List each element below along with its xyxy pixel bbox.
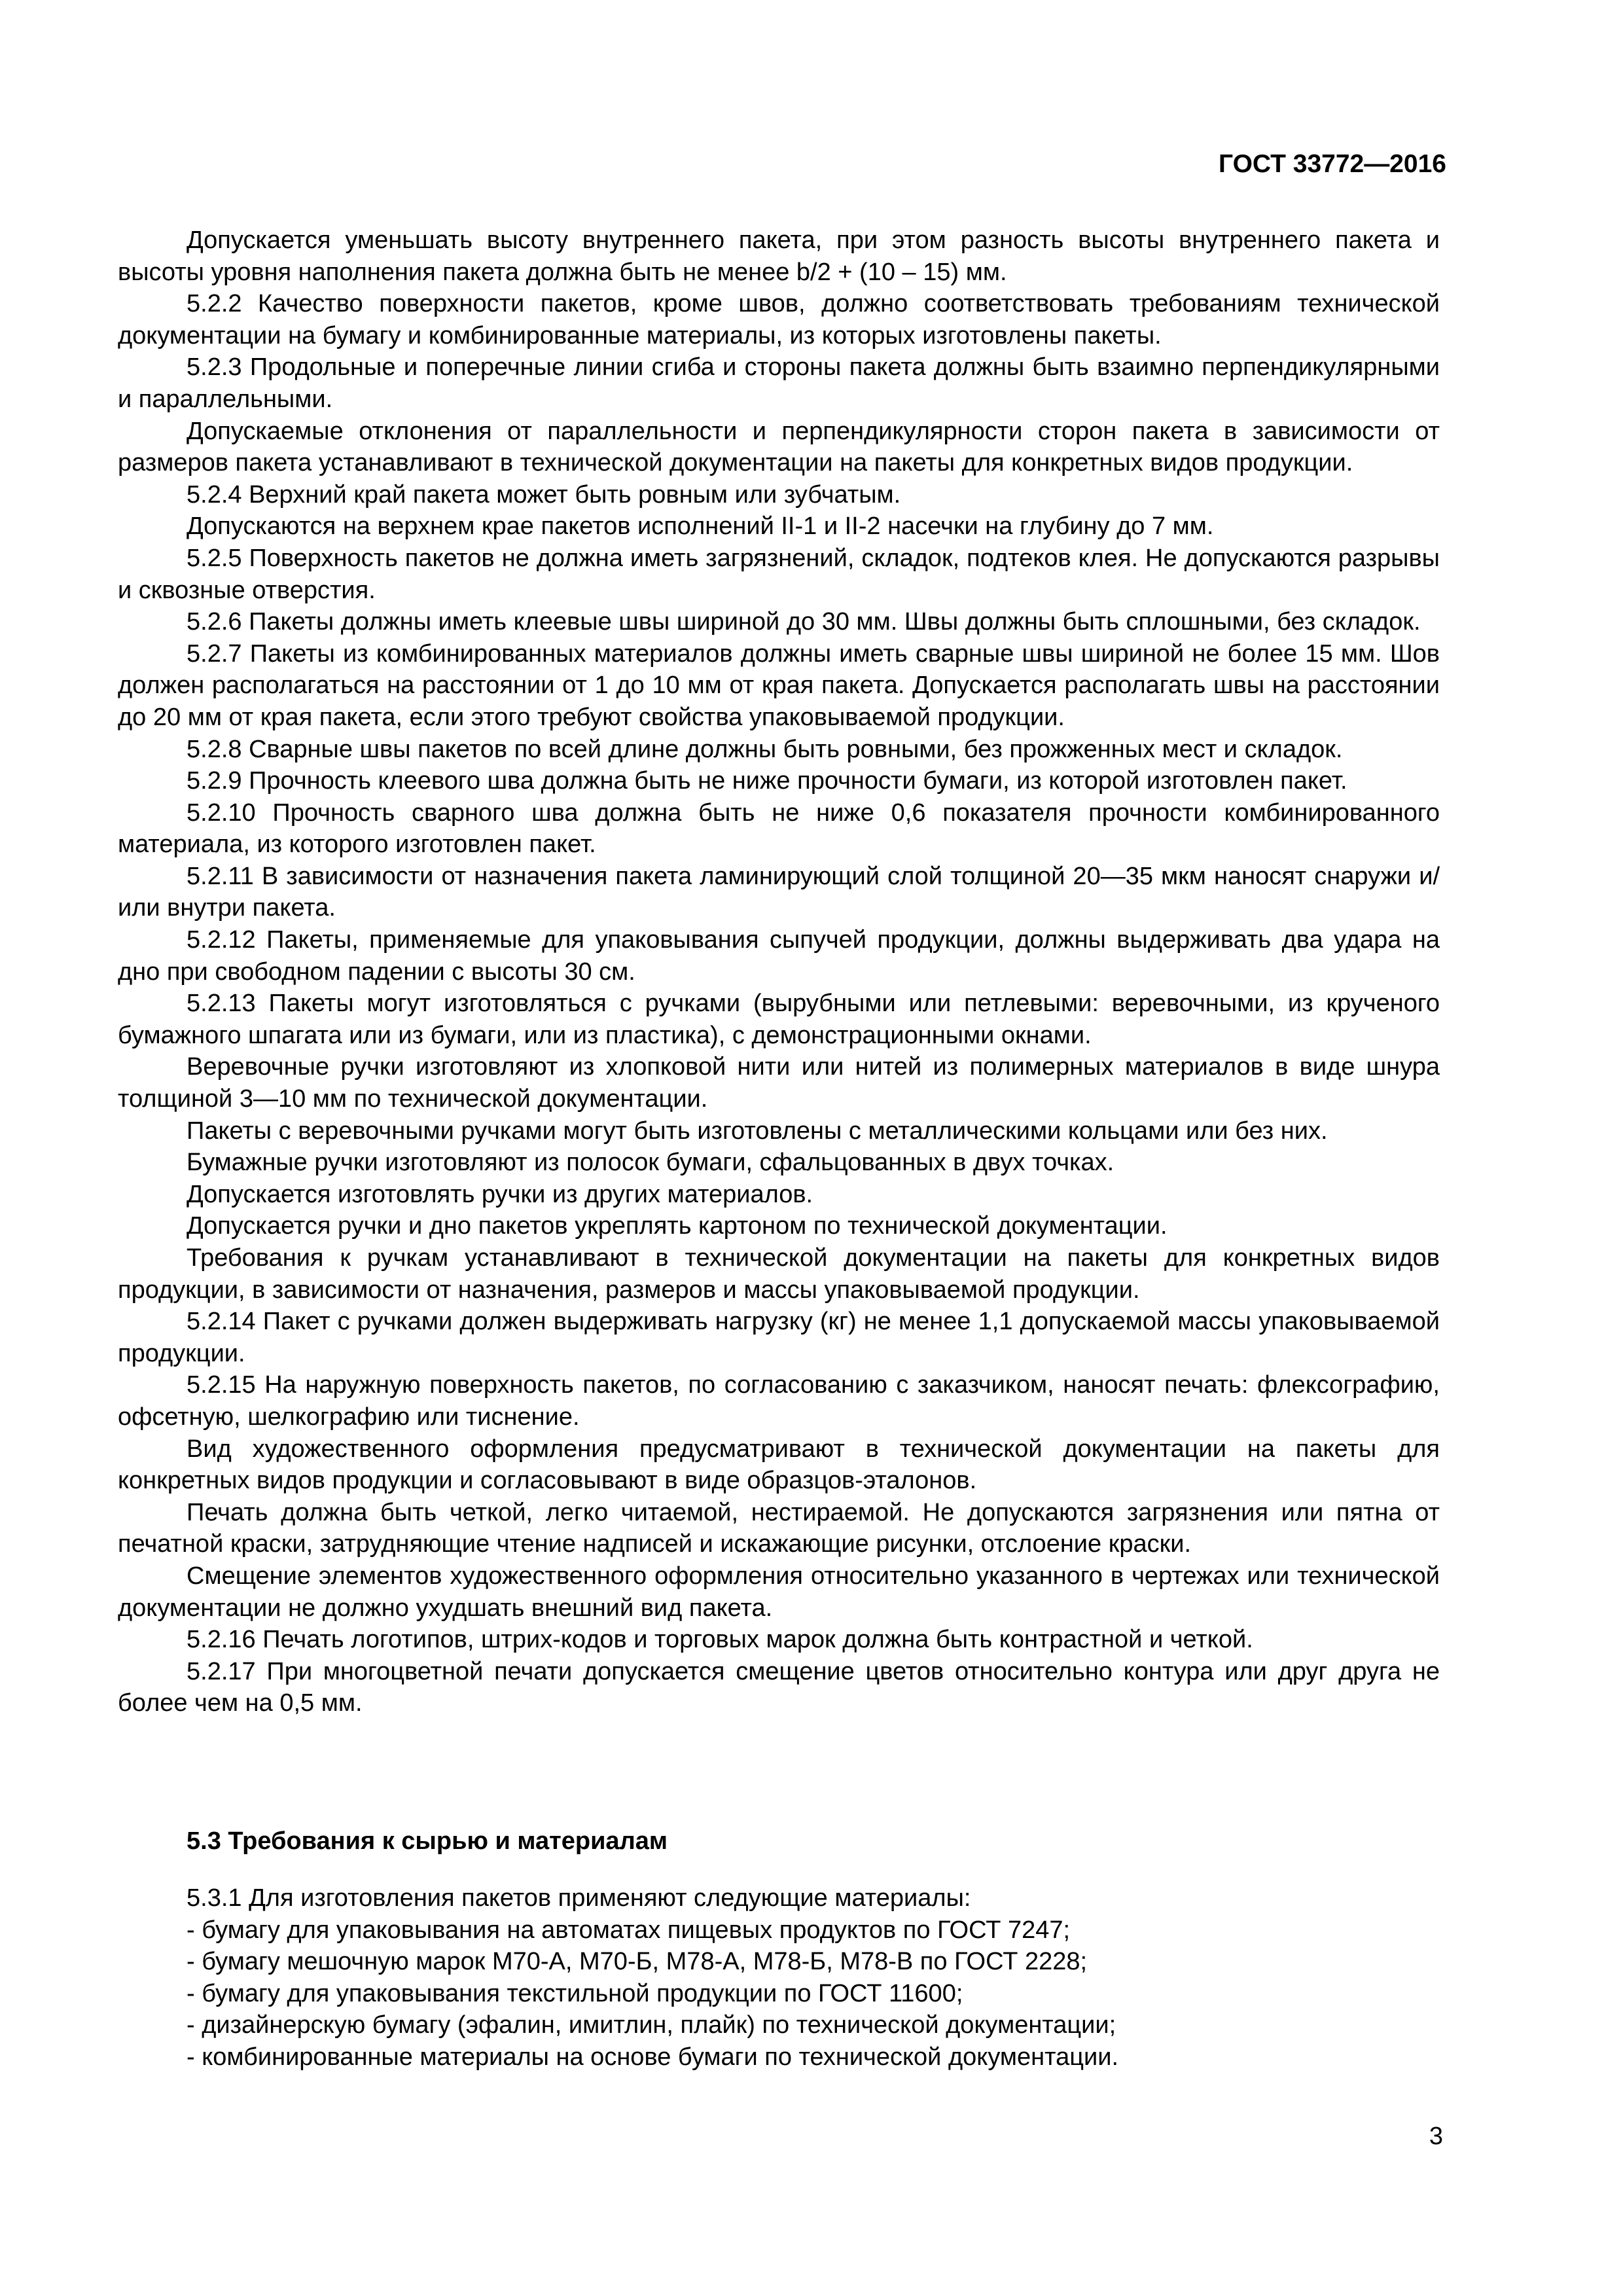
paragraph: Допускаются на верхнем крае пакетов исполнений II-1 и II-2 насечки на глубину до 7 мм. xyxy=(187,512,1214,541)
paragraph: 5.2.7 Пакеты из комбинированных материалов должны иметь сварные швы шириной не более 15 мм. Шов должен располагаться на расстоянии от 1 до 10 мм от края пакета. Допускается располагать швы на расстоянии до 20 мм от края пакета, если этого требуют свойства упаковываемой продукции. xyxy=(118,639,1440,731)
paragraph: 5.2.13 Пакеты могут изготовляться с ручками (вырубными или петлевыми: веревочными, из крученого бумажного шпагата или из бумаги, или из пластика), с демонстрационными окнами. xyxy=(118,990,1440,1049)
materials-list xyxy=(187,1882,1430,2073)
paragraph: Допускаемые отклонения от параллельности и перпендикулярности сторон пакета в зависимости от размеров пакета устанавливают в технической документации на пакеты для конкретных видов продукции. xyxy=(118,417,1440,477)
paragraph: Допускается ручки и дно пакетов укреплять картоном по технической документации. xyxy=(187,1212,1168,1240)
paragraph: Печать должна быть четкой, легко читаемой, нестираемой. Не допускаются загрязнения или пятна от печатной краски, затрудняющие чтение надписей и искажающие рисунки, отслоение краски. xyxy=(118,1498,1440,1558)
paragraph: 5.2.9 Прочность клеевого шва должна быть не ниже прочности бумаги, из которой изготовлен пакет. xyxy=(187,767,1347,795)
paragraph: Бумажные ручки изготовляют из полосок бумаги, сфальцованных в двух точках. xyxy=(187,1149,1115,1177)
body-text xyxy=(118,224,1440,1719)
paragraph: Веревочные ручки изготовляют из хлопковой нити или нитей из полимерных материалов в виде шнура толщиной 3—10 мм по технической документации. xyxy=(118,1053,1440,1113)
paragraph: 5.2.10 Прочность сварного шва должна быть не ниже 0,6 показателя прочности комбинированного материала, из которого изготовлен пакет. xyxy=(118,798,1440,859)
paragraph: Допускается уменьшать высоту внутреннего пакета, при этом разность высоты внутреннего пакета и высоты уровня наполнения пакета должна быть не менее b/2 + (10 – 15) мм. xyxy=(118,226,1440,286)
paragraph: 5.2.17 При многоцветной печати допускается смещение цветов относительно контура или друг друга не более чем на 0,5 мм. xyxy=(118,1657,1440,1717)
paragraph: 5.2.14 Пакет с ручками должен выдерживать нагрузку (кг) не менее 1,1 допускаемой массы упаковываемой продукции. xyxy=(118,1308,1440,1367)
list-item: - комбинированные материалы на основе бумаги по технической документации. xyxy=(187,2043,1119,2071)
paragraph: 5.2.16 Печать логотипов, штрих-кодов и торговых марок должна быть контрастной и четкой. xyxy=(187,1626,1253,1654)
paragraph: Смещение элементов художественного оформления относительно указанного в чертежах или технической документации не должно ухудшать внешний вид пакета. xyxy=(118,1562,1440,1622)
list-intro: 5.3.1 Для изготовления пакетов применяют следующие материалы: xyxy=(187,1884,971,1912)
list-item: - бумагу для упаковывания на автоматах пищевых продуктов по ГОСТ 7247; xyxy=(187,1916,1071,1944)
paragraph: 5.2.6 Пакеты должны иметь клеевые швы шириной до 30 мм. Швы должны быть сплошными, без складок. xyxy=(187,608,1421,636)
list-item: - бумагу для упаковывания текстильной продукции по ГОСТ 11600; xyxy=(187,1979,963,2007)
paragraph: Допускается изготовлять ручки из других материалов. xyxy=(187,1180,813,1208)
paragraph: Требования к ручкам устанавливают в технической документации на пакеты для конкретных видов продукции, в зависимости от назначения, размеров и массы упаковываемой продукции. xyxy=(118,1244,1440,1304)
paragraph: 5.2.2 Качество поверхности пакетов, кроме швов, должно соответствовать требованиям технической документации на бумагу и комбинированные материалы, из которых изготовлены пакеты. xyxy=(118,290,1440,350)
section-heading: 5.3 Требования к сырью и материалам xyxy=(187,1827,668,1855)
paragraph: 5.2.12 Пакеты, применяемые для упаковывания сыпучей продукции, должны выдерживать два удара на дно при свободном падении с высоты 30 см. xyxy=(118,926,1440,986)
page-number: 3 xyxy=(1429,2123,1443,2150)
paragraph: 5.2.4 Верхний край пакета может быть ровным или зубчатым. xyxy=(187,480,901,509)
paragraph: Пакеты с веревочными ручками могут быть изготовлены с металлическими кольцами или без них. xyxy=(187,1117,1328,1145)
document-code-header: ГОСТ 33772—2016 xyxy=(1219,150,1446,178)
list-item: - бумагу мешочную марок М70-А, М70-Б, М78-А, М78-Б, М78-В по ГОСТ 2228; xyxy=(187,1948,1088,1976)
paragraph: 5.2.15 На наружную поверхность пакетов, по согласованию с заказчиком, наносят печать: флексографию, офсетную, шелкографию или тиснение. xyxy=(118,1371,1440,1431)
paragraph: 5.2.3 Продольные и поперечные линии сгиба и стороны пакета должны быть взаимно перпендикулярными и параллельными. xyxy=(118,353,1440,413)
paragraph: 5.2.5 Поверхность пакетов не должна иметь загрязнений, складок, подтеков клея. Не допускаются разрывы и сквозные отверстия. xyxy=(118,544,1440,604)
paragraph: 5.2.11 В зависимости от назначения пакета ламинирующий слой толщиной 20—35 мкм наносят снаружи и/или внутри пакета. xyxy=(118,862,1440,922)
paragraph: Вид художественного оформления предусматривают в технической документации на пакеты для конкретных видов продукции и согласовывают в виде образцов-эталонов. xyxy=(118,1435,1440,1495)
paragraph: 5.2.8 Сварные швы пакетов по всей длине должны быть ровными, без прожженных мест и складок. xyxy=(187,735,1343,763)
list-item: - дизайнерскую бумагу (эфалин, имитлин, плайк) по технической документации; xyxy=(187,2011,1116,2039)
